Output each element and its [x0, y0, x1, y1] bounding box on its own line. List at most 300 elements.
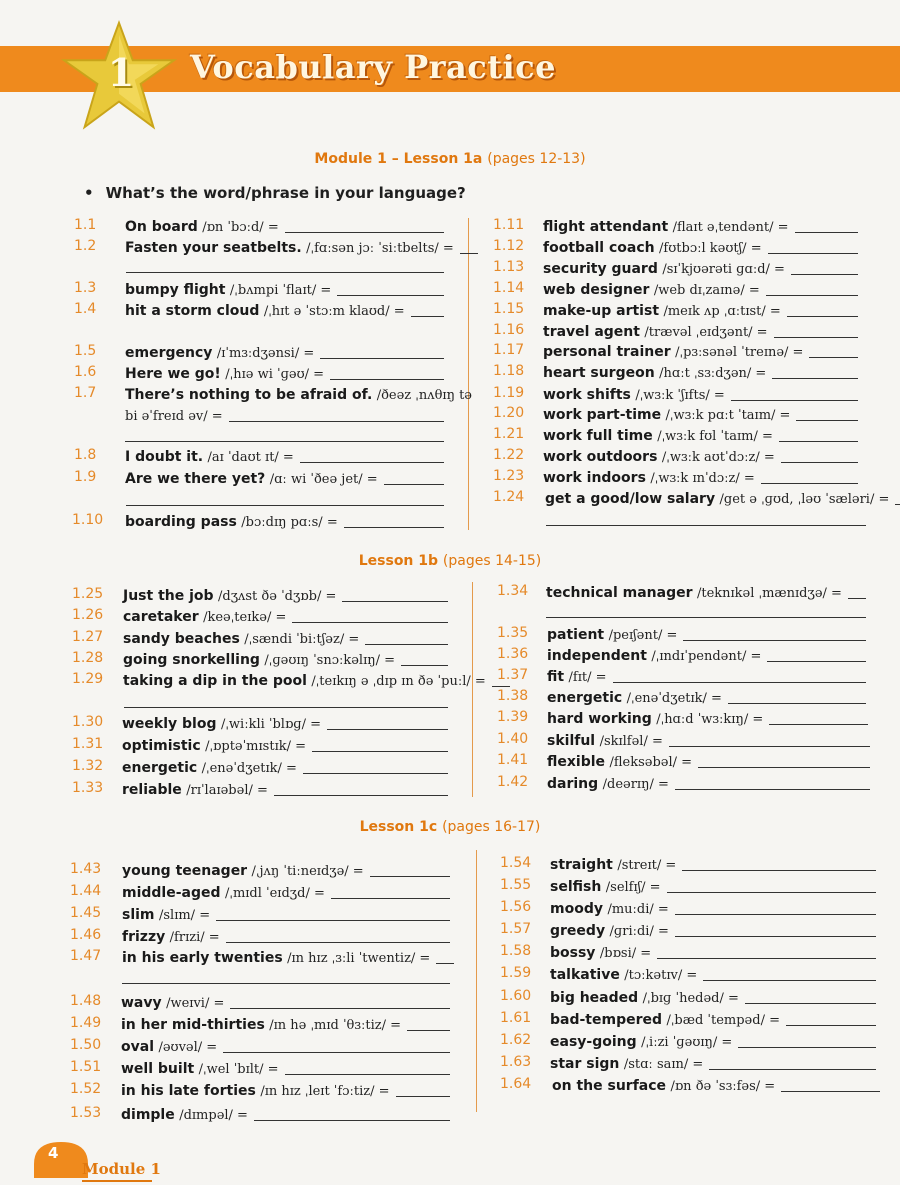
answer-line[interactable] [330, 378, 444, 380]
vocab-word: in his early twenties [122, 950, 283, 966]
vocab-word: young teenager [122, 863, 248, 879]
vocab-word: greedy [550, 923, 606, 939]
answer-line[interactable] [683, 639, 866, 641]
answer-line[interactable] [779, 440, 858, 442]
vocab-word: dimple [121, 1107, 175, 1123]
vocab-word: frizzy [122, 929, 166, 945]
answer-line[interactable] [786, 1024, 876, 1026]
vocab-row [122, 781, 268, 800]
item-number: 1.33 [72, 780, 104, 796]
column-divider [476, 850, 477, 1112]
vocab-row [543, 406, 790, 425]
answer-line[interactable] [895, 503, 900, 505]
answer-line[interactable] [370, 875, 450, 877]
vocab-row [543, 427, 773, 446]
vocab-row [547, 775, 669, 794]
item-number: 1.20 [493, 405, 525, 421]
phonetic-transcription: /ˌiːzi ˈɡəʊɪŋ/ = [641, 1035, 733, 1050]
answer-line[interactable] [546, 616, 866, 618]
answer-line[interactable] [342, 600, 448, 602]
vocab-word: reliable [122, 782, 182, 798]
answer-line[interactable] [728, 702, 866, 704]
answer-line[interactable] [411, 315, 444, 317]
phonetic-transcription: /bɒsi/ = [599, 946, 652, 961]
phonetic-transcription: /ˌwɜːk ˈʃɪfts/ = [635, 388, 725, 403]
item-number: 1.63 [500, 1054, 532, 1070]
answer-line[interactable] [657, 957, 876, 959]
phonetic-transcription: /frɪzi/ = [169, 930, 220, 945]
answer-line[interactable] [795, 231, 859, 233]
vocab-word: heart surgeon [543, 365, 655, 381]
answer-line[interactable] [384, 483, 444, 485]
answer-line[interactable] [223, 1051, 450, 1053]
vocab-word: oval [121, 1039, 154, 1055]
phonetic-transcription: /ɪˈmɜːdʒənsi/ = [216, 346, 315, 361]
phonetic-transcription: /ˌɪndɪˈpendənt/ = [651, 649, 762, 664]
phonetic-transcription: /bɔːdɪŋ pɑːs/ = [241, 515, 338, 530]
vocab-row [123, 630, 359, 649]
phonetic-transcription: /teknɪkəl ˌmænɪdʒə/ = [696, 586, 842, 601]
vocab-word: well built [121, 1061, 195, 1077]
phonetic-transcription: /flaɪt əˌtendənt/ = [672, 220, 789, 235]
phonetic-transcription: /ˌsændi ˈbiːtʃəz/ = [244, 632, 360, 647]
item-number: 1.37 [497, 667, 529, 683]
vocab-row [121, 994, 224, 1013]
phonetic-transcription: /weɪvi/ = [166, 996, 225, 1011]
item-number: 1.24 [493, 489, 525, 505]
item-number: 1.4 [74, 301, 97, 317]
phonetic-transcription: /fleksəbəl/ = [609, 755, 693, 770]
vocab-word: taking a dip in the pool [123, 673, 307, 689]
item-number: 1.17 [493, 342, 525, 358]
vocab-row [550, 878, 661, 897]
vocab-row [121, 1106, 248, 1125]
answer-line[interactable] [254, 1119, 450, 1121]
vocab-row [125, 386, 472, 405]
vocab-row [125, 239, 454, 258]
item-number: 1.41 [497, 752, 529, 768]
vocab-word: make-up artist [543, 303, 660, 319]
phonetic-transcription: /ɑː wi ˈðeə jet/ = [269, 472, 378, 487]
phonetic-transcription: /ˌwɜːk fʊl ˈtaɪm/ = [657, 429, 773, 444]
answer-line[interactable] [772, 377, 858, 379]
vocab-row [547, 647, 761, 666]
item-number: 1.16 [493, 322, 525, 338]
phonetic-transcription: /dʒʌst ðə ˈdʒɒb/ = [218, 589, 337, 604]
phonetic-transcription: /ˌpɜːsənəl ˈtreɪnə/ = [675, 345, 804, 360]
item-number: 1.7 [74, 385, 97, 401]
answer-line[interactable] [675, 935, 876, 937]
vocab-row [122, 715, 321, 734]
answer-line[interactable] [761, 482, 858, 484]
vocab-word: emergency [125, 345, 213, 361]
phonetic-transcription: /ˌteɪkɪŋ ə ˌdɪp ɪn ðə ˈpuːl/ = [311, 674, 486, 689]
footer-module-label: Module 1 [82, 1160, 161, 1178]
answer-line[interactable] [667, 891, 876, 893]
item-number: 1.21 [493, 426, 525, 442]
vocab-word: Here we go! [125, 366, 221, 382]
vocab-word: work full time [543, 428, 653, 444]
vocab-row [550, 1011, 780, 1030]
vocab-word: moody [550, 901, 603, 917]
vocab-word: boarding pass [125, 514, 237, 530]
answer-line[interactable] [767, 660, 866, 662]
phonetic-transcription: /peɪʃənt/ = [608, 628, 678, 643]
vocab-word: bumpy flight [125, 282, 226, 298]
vocab-row [123, 651, 395, 670]
vocab-word: patient [547, 627, 605, 643]
vocab-word: There’s nothing to be afraid of. [125, 387, 373, 403]
answer-line[interactable] [682, 869, 876, 871]
phonetic-transcription: /ɪn hə ˌmɪd ˈθɜːtiz/ = [269, 1018, 402, 1033]
vocab-word: hard working [547, 711, 652, 727]
column-divider [468, 218, 469, 530]
item-number: 1.36 [497, 646, 529, 662]
vocab-word: bad-tempered [550, 1012, 663, 1028]
item-number: 1.9 [74, 469, 97, 485]
item-number: 1.60 [500, 988, 532, 1004]
vocab-row [547, 689, 722, 708]
item-number: 1.50 [70, 1037, 102, 1053]
vocab-word: personal trainer [543, 344, 671, 360]
vocab-row [543, 448, 775, 467]
phonetic-transcription: /ˌjʌŋ ˈtiːneɪdʒə/ = [251, 864, 364, 879]
item-number: 1.32 [72, 758, 104, 774]
phonetic-transcription: /ˌmɪdl ˈeɪdʒd/ = [224, 886, 325, 901]
item-number: 1.49 [70, 1015, 102, 1031]
item-number: 1.40 [497, 731, 529, 747]
item-number: 1.10 [72, 512, 104, 528]
answer-line[interactable] [124, 706, 448, 708]
answer-line[interactable] [226, 941, 450, 943]
section-heading-lesson-1a: Module 1 – Lesson 1a (pages 12-13) [314, 151, 586, 167]
vocab-row [125, 470, 378, 489]
vocab-word: going snorkelling [123, 652, 260, 668]
answer-line[interactable] [787, 315, 858, 317]
page-number: 4 [48, 1144, 59, 1162]
answer-line[interactable] [274, 794, 448, 796]
answer-line[interactable] [698, 766, 870, 768]
phonetic-transcription: /ˌenəˈdʒetɪk/ = [626, 691, 722, 706]
phonetic-transcription: /aɪ ˈdaʊt ɪt/ = [207, 450, 294, 465]
item-number: 1.35 [497, 625, 529, 641]
vocab-row [543, 302, 781, 321]
phonetic-transcription: /ɪn hɪz ˌɜːli ˈtwentiz/ = [287, 951, 431, 966]
item-number: 1.42 [497, 774, 529, 790]
phonetic-transcription: /ˌbæd ˈtempəd/ = [666, 1013, 780, 1028]
vocab-word: selfish [550, 879, 602, 895]
answer-line[interactable] [303, 772, 448, 774]
answer-line[interactable] [292, 621, 448, 623]
vocab-row [122, 884, 325, 903]
phonetic-transcription: /hɑːt ˌsɜːdʒən/ = [659, 366, 767, 381]
answer-line[interactable] [709, 1068, 876, 1070]
vocab-word: daring [547, 776, 599, 792]
item-number: 1.8 [74, 447, 97, 463]
answer-line[interactable] [344, 526, 444, 528]
phonetic-transcription: /ˌwel ˈbɪlt/ = [198, 1062, 279, 1077]
item-number: 1.56 [500, 899, 532, 915]
item-number: 1.12 [493, 238, 525, 254]
vocab-word: weekly blog [122, 716, 217, 732]
answer-line[interactable] [285, 1073, 450, 1075]
answer-line[interactable] [809, 356, 858, 358]
vocab-word: get a good/low salary [545, 491, 716, 507]
answer-line[interactable] [460, 252, 478, 254]
phonetic-transcription: /meɪk ʌp ˌɑːtɪst/ = [663, 304, 781, 319]
phonetic-transcription: /ɡriːdi/ = [609, 924, 669, 939]
phonetic-transcription: /trævəl ˌeɪdʒənt/ = [644, 325, 768, 340]
vocab-row [550, 1055, 703, 1074]
vocab-word: Just the job [123, 588, 214, 604]
vocab-row [550, 856, 676, 875]
answer-line[interactable] [738, 1046, 876, 1048]
phonetic-transcription: /ˌwɜːk pɑːt ˈtaɪm/ = [665, 408, 791, 423]
phonetic-transcription: /dɪmpəl/ = [179, 1108, 248, 1123]
answer-line[interactable] [492, 685, 510, 687]
item-number: 1.43 [70, 861, 102, 877]
phonetic-transcription: /ˌwɜːk aʊtˈdɔːz/ = [661, 450, 775, 465]
phonetic-transcription: /fɪt/ = [568, 670, 607, 685]
vocab-row [123, 587, 336, 606]
vocab-word: security guard [543, 261, 658, 277]
answer-line[interactable] [796, 419, 858, 421]
item-number: 1.23 [493, 468, 525, 484]
item-number: 1.31 [72, 736, 104, 752]
vocab-word: middle-aged [122, 885, 221, 901]
answer-line[interactable] [675, 913, 876, 915]
phonetic-transcription: /web dɪˌzaɪnə/ = [653, 283, 760, 298]
phonetic-transcription: /sɪˈkjʊərəti ɡɑːd/ = [662, 262, 785, 277]
item-number: 1.22 [493, 447, 525, 463]
answer-line[interactable] [126, 271, 444, 273]
phonetic-transcription: /ɒn ðə ˈsɜːfəs/ = [670, 1079, 776, 1094]
answer-line[interactable] [396, 1095, 451, 1097]
vocab-word: optimistic [122, 738, 201, 754]
phonetic-transcription: /ˌwɜːk ɪnˈdɔːz/ = [650, 471, 755, 486]
vocab-word: independent [547, 648, 647, 664]
vocab-row [125, 281, 331, 300]
answer-line[interactable] [285, 231, 444, 233]
phonetic-transcription: /ˌɒptəˈmɪstɪk/ = [205, 739, 307, 754]
phonetic-transcription: /slɪm/ = [158, 908, 211, 923]
section-heading-lesson-1c: Lesson 1c (pages 16-17) [359, 819, 541, 835]
phonetic-transcription: /ˌhɪə wi ˈɡəʊ/ = [225, 367, 325, 382]
answer-line[interactable] [745, 1002, 876, 1004]
vocab-row [121, 1038, 217, 1057]
unit-number: 1 [107, 50, 135, 95]
answer-line[interactable] [300, 461, 444, 463]
vocab-word: travel agent [543, 324, 640, 340]
answer-line[interactable] [769, 723, 868, 725]
phonetic-transcription: /stɑː saɪn/ = [623, 1057, 704, 1072]
answer-line[interactable] [613, 681, 866, 683]
vocab-word: skilful [547, 733, 596, 749]
vocab-row [125, 448, 294, 467]
answer-line[interactable] [675, 788, 870, 790]
answer-line[interactable] [848, 597, 866, 599]
vocab-word: star sign [550, 1056, 620, 1072]
item-number: 1.52 [70, 1081, 102, 1097]
item-number: 1.55 [500, 877, 532, 893]
answer-line[interactable] [320, 357, 444, 359]
vocab-row [547, 710, 763, 729]
answer-line[interactable] [312, 750, 448, 752]
vocab-word: big headed [550, 990, 639, 1006]
vocab-row [543, 469, 755, 488]
answer-line[interactable] [731, 399, 858, 401]
vocab-row [550, 900, 669, 919]
vocab-word: on the surface [552, 1078, 667, 1094]
vocab-row [550, 1033, 732, 1052]
vocab-word: straight [550, 857, 613, 873]
vocab-row [123, 608, 286, 627]
vocab-word: flight attendant [543, 219, 669, 235]
vocab-row [546, 584, 842, 603]
vocab-row [125, 344, 314, 363]
vocab-word: easy-going [550, 1034, 637, 1050]
answer-line[interactable] [791, 273, 858, 275]
vocab-word: web designer [543, 282, 650, 298]
phonetic-transcription: /rɪˈlaɪəbəl/ = [186, 783, 268, 798]
footer-rule [82, 1180, 152, 1182]
item-number: 1.11 [493, 217, 525, 233]
vocab-word: football coach [543, 240, 655, 256]
phonetic-transcription: /get ə ˌɡʊd, ˌləʊ ˈsæləri/ = [719, 492, 890, 507]
answer-line[interactable] [669, 745, 870, 747]
page-title: Vocabulary Practice [190, 48, 556, 86]
item-number: 1.30 [72, 714, 104, 730]
item-number: 1.27 [72, 629, 104, 645]
item-number: 1.61 [500, 1010, 532, 1026]
answer-line[interactable] [229, 420, 444, 422]
item-number: 1.48 [70, 993, 102, 1009]
vocab-word: fit [547, 669, 565, 685]
vocab-word: wavy [121, 995, 162, 1011]
answer-line[interactable] [407, 1029, 450, 1031]
phonetic-transcription: /muːdi/ = [607, 902, 669, 917]
vocab-row [547, 668, 607, 687]
item-number: 1.28 [72, 650, 104, 666]
answer-line[interactable] [781, 461, 858, 463]
item-number: 1.54 [500, 855, 532, 871]
answer-line[interactable] [703, 979, 876, 981]
vocab-row [547, 626, 677, 645]
vocab-row [125, 513, 338, 532]
answer-line[interactable] [216, 919, 450, 921]
vocab-row [543, 281, 760, 300]
vocab-row [547, 732, 663, 751]
vocab-row [543, 386, 725, 405]
answer-line[interactable] [331, 897, 450, 899]
phonetic-transcription: /ˌwiːkli ˈblɒɡ/ = [220, 717, 321, 732]
answer-line[interactable] [781, 1090, 880, 1092]
vocab-word: technical manager [546, 585, 693, 601]
item-number: 1.46 [70, 927, 102, 943]
phonetic-transcription: /ðeəz ˌnʌθɪŋ tə [376, 388, 472, 403]
phonetic-transcription: /əʊvəl/ = [158, 1040, 218, 1055]
vocab-row [122, 862, 364, 881]
item-number: 1.2 [74, 238, 97, 254]
phonetic-transcription: /deərɪŋ/ = [602, 777, 669, 792]
item-number: 1.26 [72, 607, 104, 623]
vocab-row [125, 365, 324, 384]
answer-line[interactable] [125, 440, 444, 442]
answer-line[interactable] [230, 1007, 450, 1009]
answer-line[interactable] [768, 252, 858, 254]
item-number: 1.6 [74, 364, 97, 380]
item-number: 1.5 [74, 343, 97, 359]
vocab-row [122, 737, 306, 756]
vocab-row [122, 928, 220, 947]
vocab-word: bossy [550, 945, 596, 961]
answer-line[interactable] [365, 643, 448, 645]
vocab-word: work indoors [543, 470, 646, 486]
vocab-row [550, 922, 669, 941]
phonetic-transcription: /streɪt/ = [617, 858, 677, 873]
vocab-row [543, 323, 768, 342]
item-number: 1.38 [497, 688, 529, 704]
vocab-word: slim [122, 907, 155, 923]
vocab-word: energetic [122, 760, 198, 776]
answer-line[interactable] [401, 664, 448, 666]
item-number: 1.47 [70, 948, 102, 964]
vocab-row [125, 218, 279, 237]
vocab-row [122, 949, 430, 968]
vocab-word: in his late forties [121, 1083, 256, 1099]
phonetic-transcription: /ˌɡəʊɪŋ ˈsnɔːkəlɪŋ/ = [264, 653, 396, 668]
vocab-word: work part-time [543, 407, 662, 423]
answer-line[interactable] [774, 336, 858, 338]
item-number: 1.34 [497, 583, 529, 599]
answer-line[interactable] [546, 524, 866, 526]
vocab-word: flexible [547, 754, 606, 770]
vocab-word: Fasten your seatbelts. [125, 240, 302, 256]
vocab-row [543, 239, 762, 258]
answer-line[interactable] [436, 962, 454, 964]
item-number: 1.51 [70, 1059, 102, 1075]
vocab-row [123, 672, 486, 691]
vocab-row [543, 260, 785, 279]
phonetic-transcription: /ˌbɪɡ ˈhedəd/ = [642, 991, 739, 1006]
item-number: 1.14 [493, 280, 525, 296]
answer-line[interactable] [327, 728, 448, 730]
item-number: 1.29 [72, 671, 104, 687]
item-number: 1.18 [493, 363, 525, 379]
item-number: 1.45 [70, 905, 102, 921]
vocab-row [121, 1060, 279, 1079]
phonetic-transcription: /ˌhɪt ə ˈstɔːm klaʊd/ = [263, 304, 405, 319]
phonetic-transcription: /ɪn hɪz ˌleɪt ˈfɔːtiz/ = [260, 1084, 390, 1099]
section-heading-lesson-1b: Lesson 1b (pages 14-15) [358, 553, 542, 569]
answer-line[interactable] [122, 982, 450, 984]
item-number: 1.19 [493, 385, 525, 401]
item-number: 1.25 [72, 586, 104, 602]
vocab-word: work shifts [543, 387, 631, 403]
item-number: 1.62 [500, 1032, 532, 1048]
vocab-row [545, 490, 889, 509]
answer-line[interactable] [337, 294, 444, 296]
item-number: 1.58 [500, 943, 532, 959]
phonetic-transcription: bi əˈfreɪd əv/ = [125, 409, 223, 424]
phonetic-transcription: /keəˌteɪkə/ = [203, 610, 287, 625]
answer-line[interactable] [766, 294, 858, 296]
vocab-word: energetic [547, 690, 623, 706]
answer-line[interactable] [126, 504, 444, 506]
vocab-row [121, 1016, 401, 1035]
vocab-row [547, 753, 692, 772]
item-number: 1.1 [74, 217, 97, 233]
